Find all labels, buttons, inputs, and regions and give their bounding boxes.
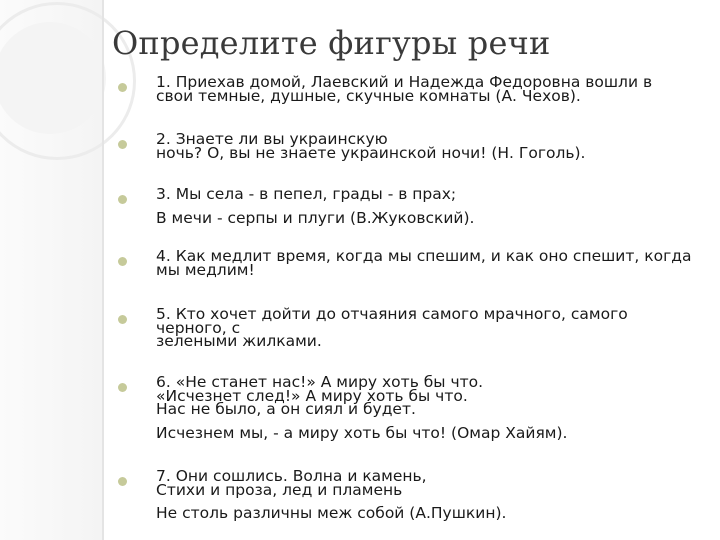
bullet-text <box>156 130 716 162</box>
bullet-dot-icon <box>118 383 127 392</box>
vertical-divider <box>102 0 104 540</box>
bullet-line: 1. Приехав домой, Лаевский и Надежда Федоровна вошли в <box>156 73 653 91</box>
bullet-line: «Исчезнет след!» А миру хоть бы что. <box>156 386 468 405</box>
bullet-dot-icon <box>118 257 127 266</box>
bullet-dot-icon <box>118 315 127 324</box>
bullet-line: Исчезнем мы, - а миру хоть бы что! (Омар Хайям). <box>156 423 568 442</box>
bullet-line: черного, с <box>156 318 241 337</box>
bullet-text <box>156 467 716 522</box>
slide-title: Определите фигуры речи <box>112 24 551 62</box>
bullet-line: свои темные, душные, скучные комнаты (А. Чехов). <box>156 86 581 105</box>
bullet-line: 4. Как медлит время, когда мы спешим, и как оно спешит, когда <box>156 247 692 265</box>
bullet-line: Нас не было, а он сиял и будет. <box>156 400 416 418</box>
bullet-line: ночь? О, вы не знаете украинской ночи! (Н. Гоголь). <box>156 143 586 162</box>
bullet-line: мы медлим! <box>156 260 255 279</box>
bullet-text <box>156 73 716 105</box>
bullet-line: Не столь различны меж собой (А.Пушкин). <box>156 504 507 522</box>
bullet-line: 2. Знаете ли вы украинскую <box>156 130 388 148</box>
bullet-text <box>156 247 716 279</box>
bullet-line: В мечи - серпы и плуги (В.Жуковский). <box>156 208 475 227</box>
bullet-dot-icon <box>118 477 127 486</box>
bullet-dot-icon <box>118 195 127 204</box>
bullet-text <box>156 373 716 442</box>
bullet-text <box>156 185 716 227</box>
bullet-line: Стихи и проза, лед и пламень <box>156 480 403 499</box>
bullet-line: 6. «Не станет нас!» А миру хоть бы что. <box>156 373 484 391</box>
bullet-line: зелеными жилками. <box>156 332 322 350</box>
bullet-line: 7. Они сошлись. Волна и камень, <box>156 467 427 485</box>
bullet-dot-icon <box>118 140 127 149</box>
bullet-line: 3. Мы села - в пепел, грады - в прах; <box>156 185 457 203</box>
bullet-line: 5. Кто хочет дойти до отчаяния самого мрачного, самого <box>156 305 628 323</box>
bullet-dot-icon <box>118 83 127 92</box>
bullet-text <box>156 305 716 350</box>
